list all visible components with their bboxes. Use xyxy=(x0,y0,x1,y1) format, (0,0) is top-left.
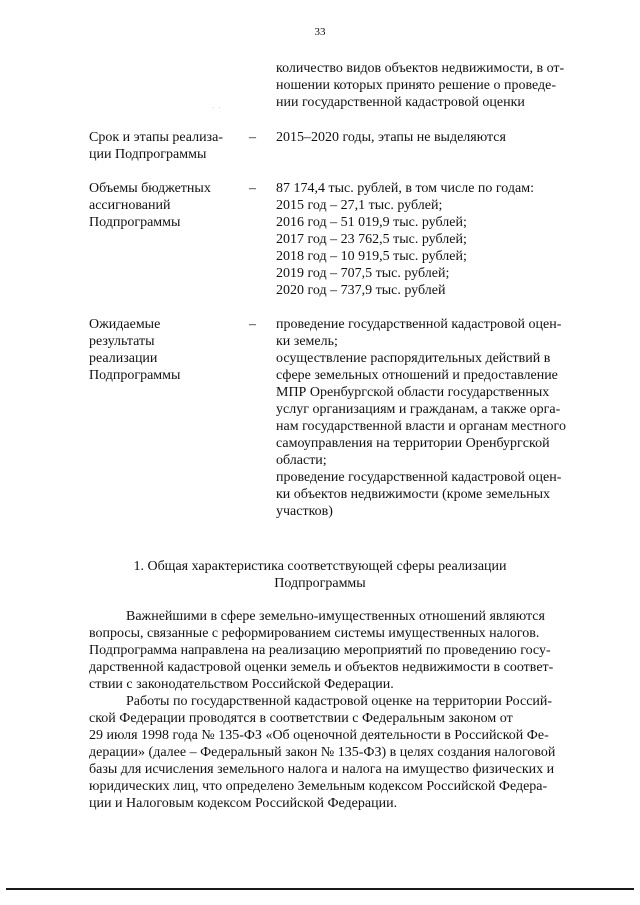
row-value-line: осуществление распорядительных действий в xyxy=(276,351,551,366)
heading-line: Подпрограммы xyxy=(274,576,366,591)
row-dash: – xyxy=(249,130,256,145)
paragraph-line: вопросы, связанные с реформированием системы имущественных налогов. xyxy=(89,626,540,641)
paragraph-line: Важнейшими в сфере земельно-имущественных отношений являются xyxy=(126,609,545,624)
row-value-line: ки объектов недвижимости (кроме земельных xyxy=(276,487,550,502)
row-label-line: Подпрограммы xyxy=(89,215,181,230)
bottom-rule xyxy=(6,888,634,890)
row-value-line: 2020 год – 737,9 тыс. рублей xyxy=(276,283,446,298)
row-value-line: 2019 год – 707,5 тыс. рублей; xyxy=(276,266,450,281)
paragraph-line: базы для исчисления земельного налога и налога на имущество физических и xyxy=(89,762,555,777)
row-value-line: МПР Оренбургской области государственных xyxy=(276,385,550,400)
continuation-line: нии государственной кадастровой оценки xyxy=(276,95,525,110)
row-label-line: ции Подпрограммы xyxy=(89,147,207,162)
row-value-line: 2016 год – 51 019,9 тыс. рублей; xyxy=(276,215,467,230)
row-value-line: сфере земельных отношений и предоставление xyxy=(276,368,558,383)
row-label-line: ассигнований xyxy=(89,198,171,213)
paragraph-line: юридических лиц, что определено Земельным кодексом Российской Федера- xyxy=(89,779,548,794)
row-value-line: ки земель; xyxy=(276,334,338,349)
row-label-line: реализации xyxy=(89,351,158,366)
row-dash: – xyxy=(249,317,256,332)
continuation-line: ношении которых принято решение о проведе- xyxy=(276,78,557,93)
row-value-line: 87 174,4 тыс. рублей, в том числе по годам: xyxy=(276,181,534,196)
paragraph-line: ствии с законодательством Российской Федерации. xyxy=(89,677,394,692)
row-label-line: Объемы бюджетных xyxy=(89,181,211,196)
row-value-line: участков) xyxy=(276,504,333,519)
row-value-line: услуг организациям и гражданам, а также орга- xyxy=(276,402,561,417)
row-label-line: Подпрограммы xyxy=(89,368,181,383)
row-dash: – xyxy=(249,181,256,196)
row-label-line: Срок и этапы реализа- xyxy=(89,130,223,145)
row-value-line: проведение государственной кадастровой оцен- xyxy=(276,317,562,332)
row-value-line: 2017 год – 23 762,5 тыс. рублей; xyxy=(276,232,467,247)
row-label-line: Ожидаемые xyxy=(89,317,161,332)
page-number: 33 xyxy=(314,26,326,38)
continuation-line: количество видов объектов недвижимости, в от- xyxy=(276,61,565,76)
scan-speckle: · · xyxy=(212,104,222,112)
row-value-line: 2018 год – 10 919,5 тыс. рублей; xyxy=(276,249,467,264)
row-value-line: 2015 год – 27,1 тыс. рублей; xyxy=(276,198,443,213)
paragraph-line: дерации» (далее – Федеральный закон № 135-ФЗ) в целях создания налоговой xyxy=(89,745,556,760)
paragraph-line: ской Федерации проводятся в соответствии с Федеральным законом от xyxy=(89,711,513,726)
row-value-line: самоуправления на территории Оренбургской xyxy=(276,436,550,451)
row-value-line: области; xyxy=(276,453,327,468)
row-value-line: проведение государственной кадастровой оцен- xyxy=(276,470,562,485)
paragraph-line: 29 июля 1998 года № 135-ФЗ «Об оценочной деятельности в Российской Фе- xyxy=(89,728,549,743)
paragraph-line: ции и Налоговым кодексом Российской Федерации. xyxy=(89,796,398,811)
paragraph-line: дарственной кадастровой оценки земель и объектов недвижимости в соответ- xyxy=(89,660,554,675)
row-value-line: нам государственной власти и органам местного xyxy=(276,419,566,434)
paragraph-line: Подпрограмма направлена на реализацию мероприятий по проведению госу- xyxy=(89,643,551,658)
heading-line: 1. Общая характеристика соответствующей сферы реализации xyxy=(133,559,507,574)
row-label-line: результаты xyxy=(89,334,155,349)
paragraph-line: Работы по государственной кадастровой оценке на территории Россий- xyxy=(126,694,553,709)
row-value-line: 2015–2020 годы, этапы не выделяются xyxy=(276,130,506,145)
